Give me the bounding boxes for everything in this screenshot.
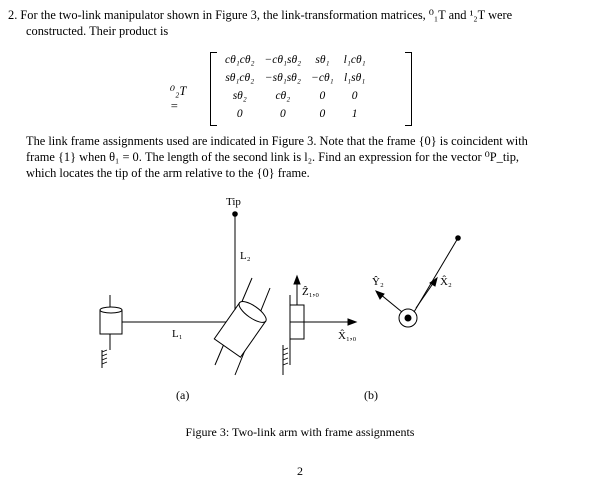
matrix-cell: 0 xyxy=(319,90,326,102)
label-z: Ẑ₁,₀ xyxy=(302,286,320,298)
matrix-cell: l₁sθ₁ xyxy=(343,72,366,84)
two-link-arm-diagram xyxy=(80,190,500,420)
figure-caption: Figure 3: Two-link arm with frame assignments xyxy=(185,425,415,439)
label-l2: L₂ xyxy=(240,250,251,262)
matrix-row xyxy=(220,87,371,105)
matrix-cell: 0 xyxy=(279,108,286,120)
matrix-cell: 1 xyxy=(351,108,358,120)
label-x2: X̂₂ xyxy=(440,276,452,288)
label-tip: Tip xyxy=(226,196,241,208)
subfigure-a-label: (a) xyxy=(176,388,190,402)
body-paragraph xyxy=(26,133,592,181)
matrix-cell: cθ₁cθ₂ xyxy=(225,54,255,66)
intro-line-2: constructed. Their product is xyxy=(26,24,169,38)
page-number: 2 xyxy=(297,464,303,478)
matrix-cell: cθ₂ xyxy=(275,90,291,102)
matrix-cell: −cθ₁sθ₂ xyxy=(264,54,302,66)
label-x: X̂₁,₀ xyxy=(338,330,357,342)
matrix-cell: l₁cθ₁ xyxy=(343,54,366,66)
matrix-cell: sθ₁ xyxy=(315,54,330,66)
problem-statement xyxy=(8,7,588,39)
body-line-2: frame {1} when θ₁ = 0. The length of the second link is l₂. Find an expression for the vector ⁰P_tip, xyxy=(26,150,519,164)
label-y2: Ŷ₂ xyxy=(372,276,384,288)
matrix-cell: 0 xyxy=(351,90,358,102)
matrix-row xyxy=(220,105,371,123)
matrix-cell: −cθ₁ xyxy=(311,72,334,84)
matrix-right-bracket xyxy=(405,52,412,126)
matrix-row xyxy=(220,51,371,69)
matrix-cell: sθ₁cθ₂ xyxy=(225,72,255,84)
matrix-table xyxy=(220,51,371,123)
label-l1: L₁ xyxy=(172,328,183,340)
matrix-cell: −sθ₁sθ₂ xyxy=(264,72,301,84)
matrix-label: ⁰₂T = xyxy=(170,84,187,113)
intro-line-1: For the two-link manipulator shown in Figure 3, the link-transformation matrices, ⁰₁T and ¹₂T were xyxy=(20,8,513,22)
problem-number: 2. xyxy=(8,8,18,22)
matrix-cell: 0 xyxy=(319,108,326,120)
body-line-3: which locates the tip of the arm relative to the {0} frame. xyxy=(26,166,310,180)
matrix-row xyxy=(220,69,371,87)
matrix-cell: 0 xyxy=(236,108,243,120)
matrix-cell: sθ₂ xyxy=(232,90,247,102)
subfigure-b-label: (b) xyxy=(364,388,378,402)
figure-3 xyxy=(80,190,500,420)
matrix-left-bracket xyxy=(210,52,217,126)
body-line-1: The link frame assignments used are indicated in Figure 3. Note that the frame {0} is coincident with xyxy=(26,134,528,148)
